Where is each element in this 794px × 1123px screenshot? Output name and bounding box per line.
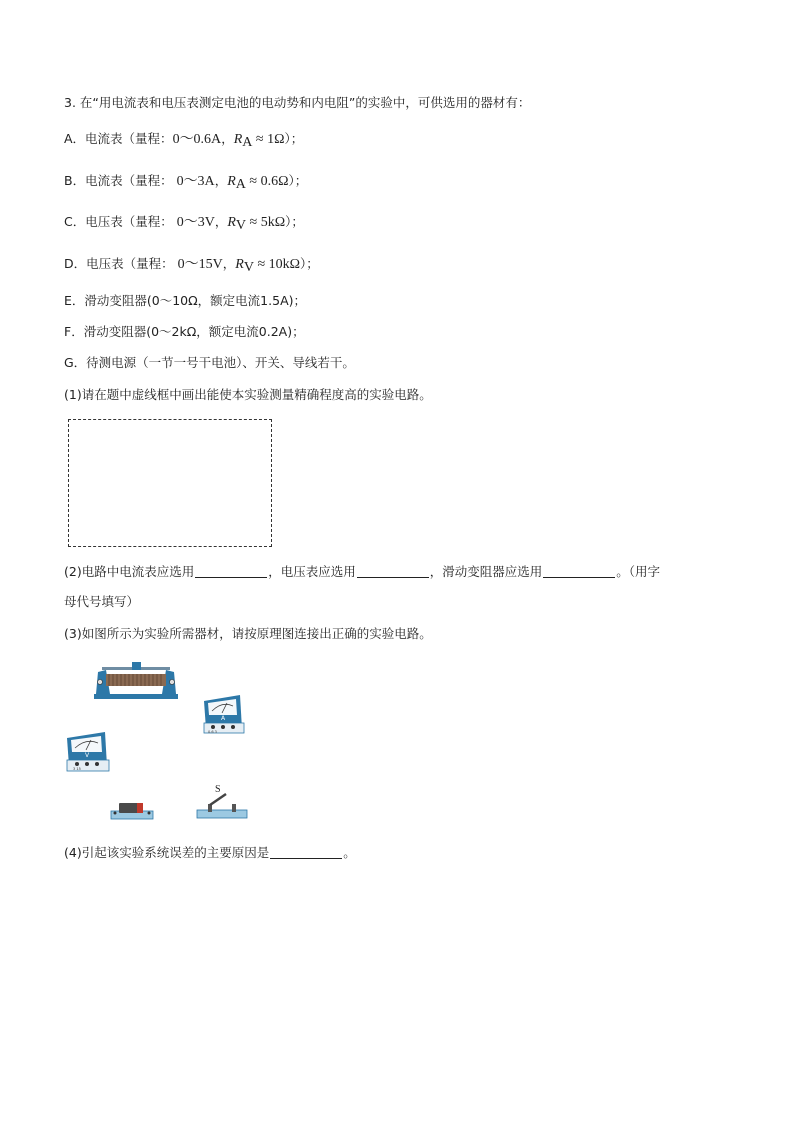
option-c (64, 214, 304, 234)
part-3: (3)如图所示为实验所需器材，请按原理图连接出正确的实验电路。 (64, 626, 432, 641)
part-2-b: ，电压表应选用 (268, 564, 356, 579)
voltmeter-terminals: 3 15 (73, 767, 81, 771)
option-b-sub: A (235, 177, 246, 192)
part-2-d: 。（用字 (616, 564, 661, 579)
part-2-cont: 母代号填写） (64, 594, 140, 609)
option-c-range: 0～3V (176, 215, 215, 230)
option-a-end: ）； (284, 131, 304, 146)
answer-blank-ammeter[interactable] (195, 565, 267, 578)
option-a-label: A．电流表（量程： (64, 131, 173, 146)
answer-blank-voltmeter[interactable] (357, 565, 429, 578)
rheostat-icon (92, 658, 180, 700)
option-a-symbol: R (233, 132, 243, 147)
ammeter-letter: A (221, 715, 226, 722)
option-d-sep: ， (222, 256, 236, 271)
voltmeter-letter: V (85, 752, 90, 759)
option-c-label: C．电压表（量程： (64, 214, 177, 229)
ammeter-terminals: 0.6 3 (208, 730, 217, 734)
question-stem: 3. 在“用电流表和电压表测定电池的电动势和内电阻”的实验中，可供选用的器材有： (64, 95, 531, 110)
option-b-label: B．电流表（量程： (64, 173, 177, 188)
battery-icon (110, 799, 154, 821)
option-a-sep: ， (221, 131, 234, 146)
option-a (64, 131, 303, 151)
option-c-sub: V (235, 218, 247, 233)
part-2-a: (2)电路中电流表应选用 (64, 564, 195, 579)
option-d-label: D．电压表（量程： (64, 256, 178, 271)
option-c-sep: ， (214, 214, 228, 229)
switch-icon (196, 782, 248, 820)
part-2-c: ，滑动变阻器应选用 (429, 564, 543, 579)
option-b-approx: ≈ 0.6Ω (245, 174, 289, 189)
answer-blank-error-cause[interactable] (270, 846, 342, 859)
option-b-sep: ， (214, 173, 228, 188)
part-4-a: (4)引起该实验系统误差的主要原因是 (64, 845, 270, 860)
answer-blank-rheostat[interactable] (543, 565, 615, 578)
part-4-b: 。 (343, 845, 356, 860)
option-d (64, 256, 319, 276)
part-2 (64, 564, 660, 580)
option-c-end: ）； (285, 214, 304, 229)
option-a-approx: ≈ 1Ω (252, 132, 285, 147)
option-d-end: ）； (300, 256, 319, 271)
option-d-approx: ≈ 10kΩ (253, 257, 301, 272)
switch-letter: S (215, 784, 221, 795)
ammeter-icon (200, 693, 246, 737)
voltmeter-icon (63, 728, 111, 774)
option-b-symbol: R (227, 174, 236, 189)
option-c-symbol: R (227, 215, 236, 230)
option-b-range: 0～3A (176, 174, 215, 189)
option-d-symbol: R (235, 257, 244, 272)
part-4 (64, 845, 356, 861)
option-a-sub: A (242, 135, 253, 150)
option-b (64, 173, 307, 193)
option-d-sub: V (243, 260, 254, 275)
part-1: (1)请在题中虚线框中画出能使本实验测量精确程度高的实验电路。 (64, 387, 432, 402)
circuit-drawing-box[interactable] (68, 419, 272, 547)
option-g: G．待测电源（一节一号干电池）、开关、导线若干。 (64, 355, 355, 370)
option-c-approx: ≈ 5kΩ (246, 215, 286, 230)
option-e: E．滑动变阻器(0～10Ω，额定电流1.5A)； (64, 293, 306, 308)
option-a-range: 0～0.6A (172, 132, 222, 147)
option-f: F．滑动变阻器(0～2kΩ，额定电流0.2A)； (64, 324, 305, 339)
option-b-end: ）； (288, 173, 308, 188)
option-d-range: 0～15V (177, 257, 223, 272)
